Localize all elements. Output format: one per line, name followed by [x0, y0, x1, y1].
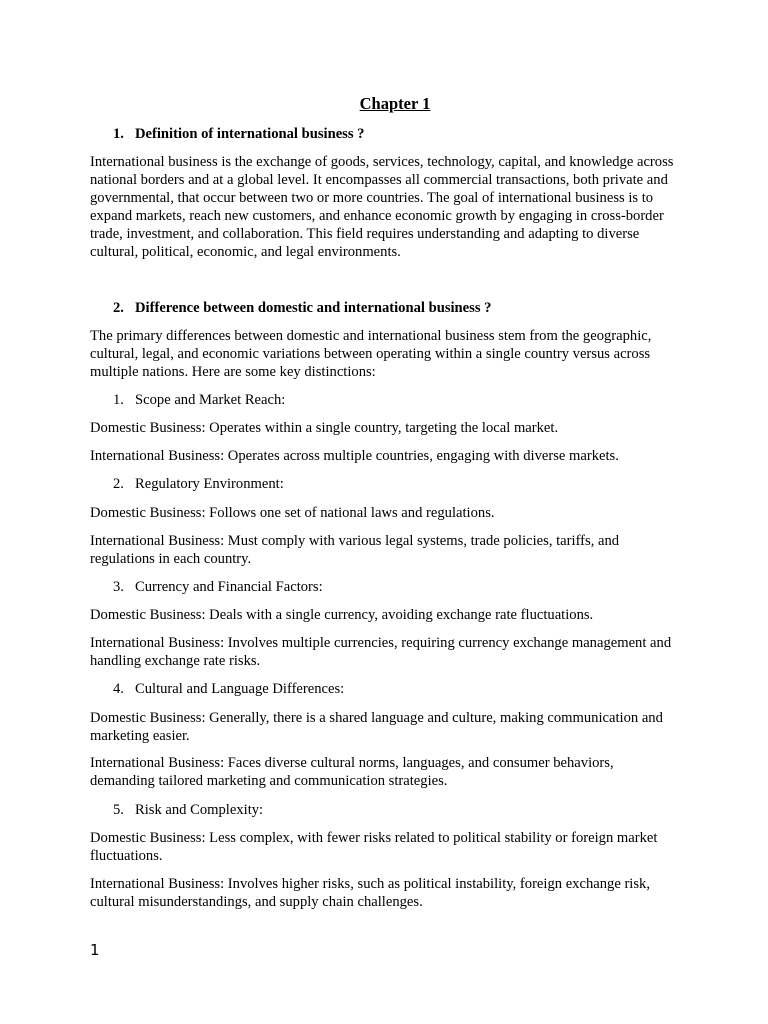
- page-number: 1: [90, 941, 100, 959]
- item-3-number: 3.: [113, 579, 124, 595]
- item-1-domestic: Domestic Business: Operates within a single country, targeting the local market.: [90, 420, 559, 436]
- item-1-title-text: Scope and Market Reach:: [135, 392, 286, 408]
- section-2-intro: The primary differences between domestic and international business stem from the geographic, cultural, legal, and economic variations between operating within a single country versus across multiple nations. Here are some key distinctions:: [90, 328, 652, 380]
- section-2-number: 2.: [113, 300, 124, 316]
- item-5-number: 5.: [113, 802, 124, 818]
- chapter-title: Chapter 1: [359, 94, 431, 113]
- item-5-domestic: Domestic Business: Less complex, with fewer risks related to political stability or foreign market fluctuations.: [90, 830, 658, 864]
- item-2-number: 2.: [113, 476, 124, 492]
- item-1-number: 1.: [113, 392, 124, 408]
- item-2-international: International Business: Must comply with various legal systems, trade policies, tariffs, and regulations in each country.: [90, 533, 620, 567]
- section-2-heading: [113, 299, 491, 317]
- item-3-title-text: Currency and Financial Factors:: [135, 579, 323, 595]
- item-4-number: 4.: [113, 681, 124, 697]
- item-2-title: [113, 475, 284, 493]
- item-2-title-text: Regulatory Environment:: [135, 476, 284, 492]
- item-3-domestic: Domestic Business: Deals with a single currency, avoiding exchange rate fluctuations.: [90, 607, 594, 623]
- item-3-title: [113, 578, 323, 596]
- item-4-title-text: Cultural and Language Differences:: [135, 681, 345, 697]
- item-4-title: [113, 680, 344, 698]
- item-1-international: International Business: Operates across multiple countries, engaging with diverse markets.: [90, 448, 619, 464]
- item-4-international: International Business: Faces diverse cultural norms, languages, and consumer behaviors, demanding tailored marketing and communication strategies.: [90, 755, 614, 789]
- section-2-heading-text: Difference between domestic and international business ?: [135, 300, 492, 316]
- item-5-title-text: Risk and Complexity:: [135, 802, 264, 818]
- item-1-title: [113, 391, 285, 409]
- section-1-number: 1.: [113, 126, 124, 142]
- item-4-domestic: Domestic Business: Generally, there is a shared language and culture, making communication and marketing easier.: [90, 710, 663, 744]
- section-1-heading: [113, 125, 364, 143]
- item-5-title: [113, 801, 263, 819]
- item-3-international: International Business: Involves multiple currencies, requiring currency exchange management and handling exchange rate risks.: [90, 635, 672, 669]
- item-5-international: International Business: Involves higher risks, such as political instability, foreign exchange risk, cultural misunderstandings, and supply chain challenges.: [90, 876, 650, 910]
- item-2-domestic: Domestic Business: Follows one set of national laws and regulations.: [90, 505, 495, 521]
- section-1-heading-text: Definition of international business ?: [135, 126, 365, 142]
- section-1-body: International business is the exchange of goods, services, technology, capital, and knowledge across national borders and at a global level. It encompasses all commercial transactions, both private and governmental, that occur between two or more countries. The goal of international business is to expand markets, reach new customers, and enhance economic growth by engaging in cross-border trade, investment, and collaboration. This field requires understanding and adapting to diverse cultural, political, economic, and legal environments.: [90, 154, 674, 260]
